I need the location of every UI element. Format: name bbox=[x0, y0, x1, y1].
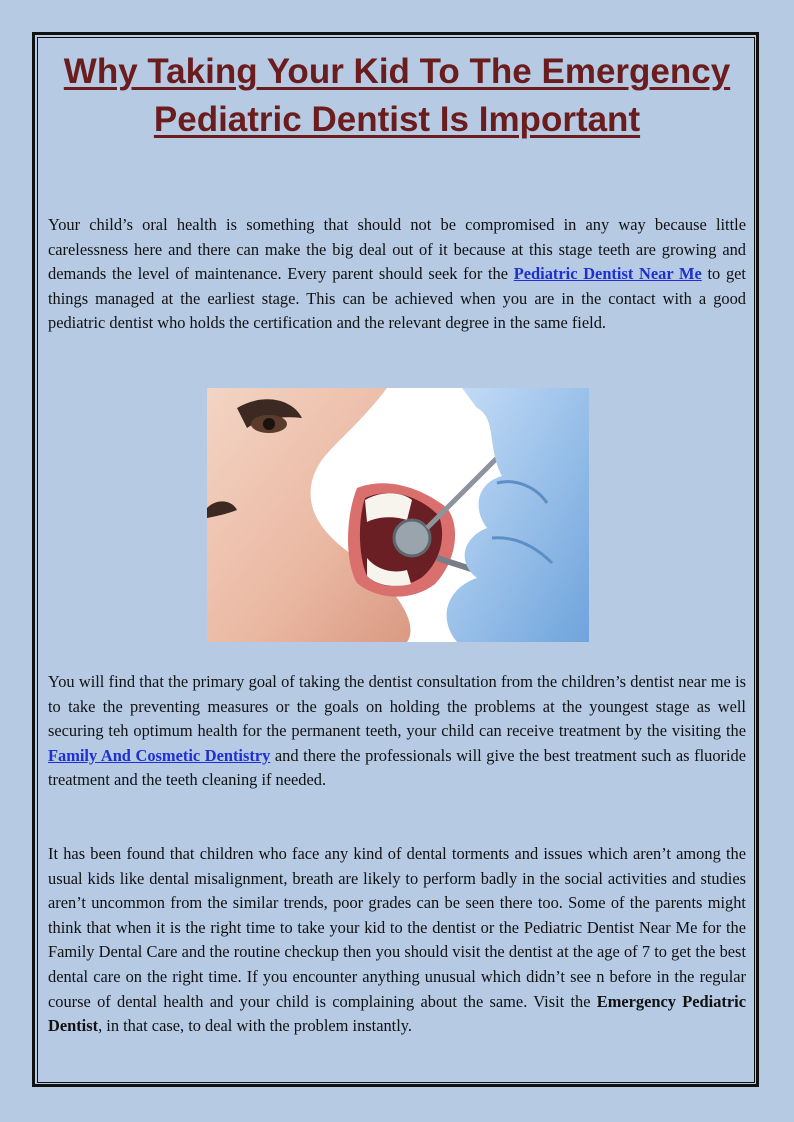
pediatric-dentist-link[interactable]: Pediatric Dentist Near Me bbox=[513, 264, 702, 284]
dental-exam-photo bbox=[207, 388, 589, 642]
emergency-pediatric-dentist-emphasis: Emergency Pediatric Dentist bbox=[48, 991, 746, 1036]
intro-text-end: to get things managed at the earliest stage. This can be achieved when you are in the contact with a good pediatric dentist who holds the certification and the relevant degree in the same field. bbox=[48, 264, 746, 333]
intro-text-start: Your child’s oral health is something that should not be compromised in any way because little carelessness here and there can make the big deal out of it because at this stage teeth are growing and demands the level of maintenance. Every parent should seek for the bbox=[48, 215, 746, 284]
consultation-text-start: You will find that the primary goal of taking the dentist consultation from the children’s dentist near me is to take the preventing measures or the goals on holding the problems at the youngest stage as well securing teh optimum health for the permanent teeth, your child can receive treatment by the visiting the bbox=[48, 672, 746, 741]
intro-paragraph bbox=[48, 213, 746, 336]
consultation-paragraph bbox=[48, 670, 746, 793]
family-cosmetic-dentistry-link[interactable]: Family And Cosmetic Dentistry bbox=[48, 745, 271, 765]
page-title: Why Taking Your Kid To The Emergency Pediatric Dentist Is Important bbox=[63, 52, 731, 139]
consultation-text-end: and there the professionals will give the best treatment such as fluoride treatment and the teeth cleaning if needed. bbox=[48, 745, 746, 790]
dental-issues-paragraph bbox=[48, 842, 746, 1039]
issues-text-end: , in that case, to deal with the problem instantly. bbox=[98, 1016, 413, 1036]
issues-text-start: It has been found that children who face any kind of dental torments and issues which aren’t among the usual kids like dental misalignment, breath are likely to perform badly in the social activities and studies aren’t uncommon from the similar trends, poor grades can be seen there too. Some of the parents might think that when it is the right time to take your kid to the dentist or the Pediatric Dentist Near Me for the Family Dental Care and the routine checkup then you should visit the dentist at the age of 7 to get the best dental care on the right time. If you encounter anything unusual which didn’t see n before in the regular course of dental health and your child is complaining about the same. Visit the bbox=[48, 844, 746, 1011]
